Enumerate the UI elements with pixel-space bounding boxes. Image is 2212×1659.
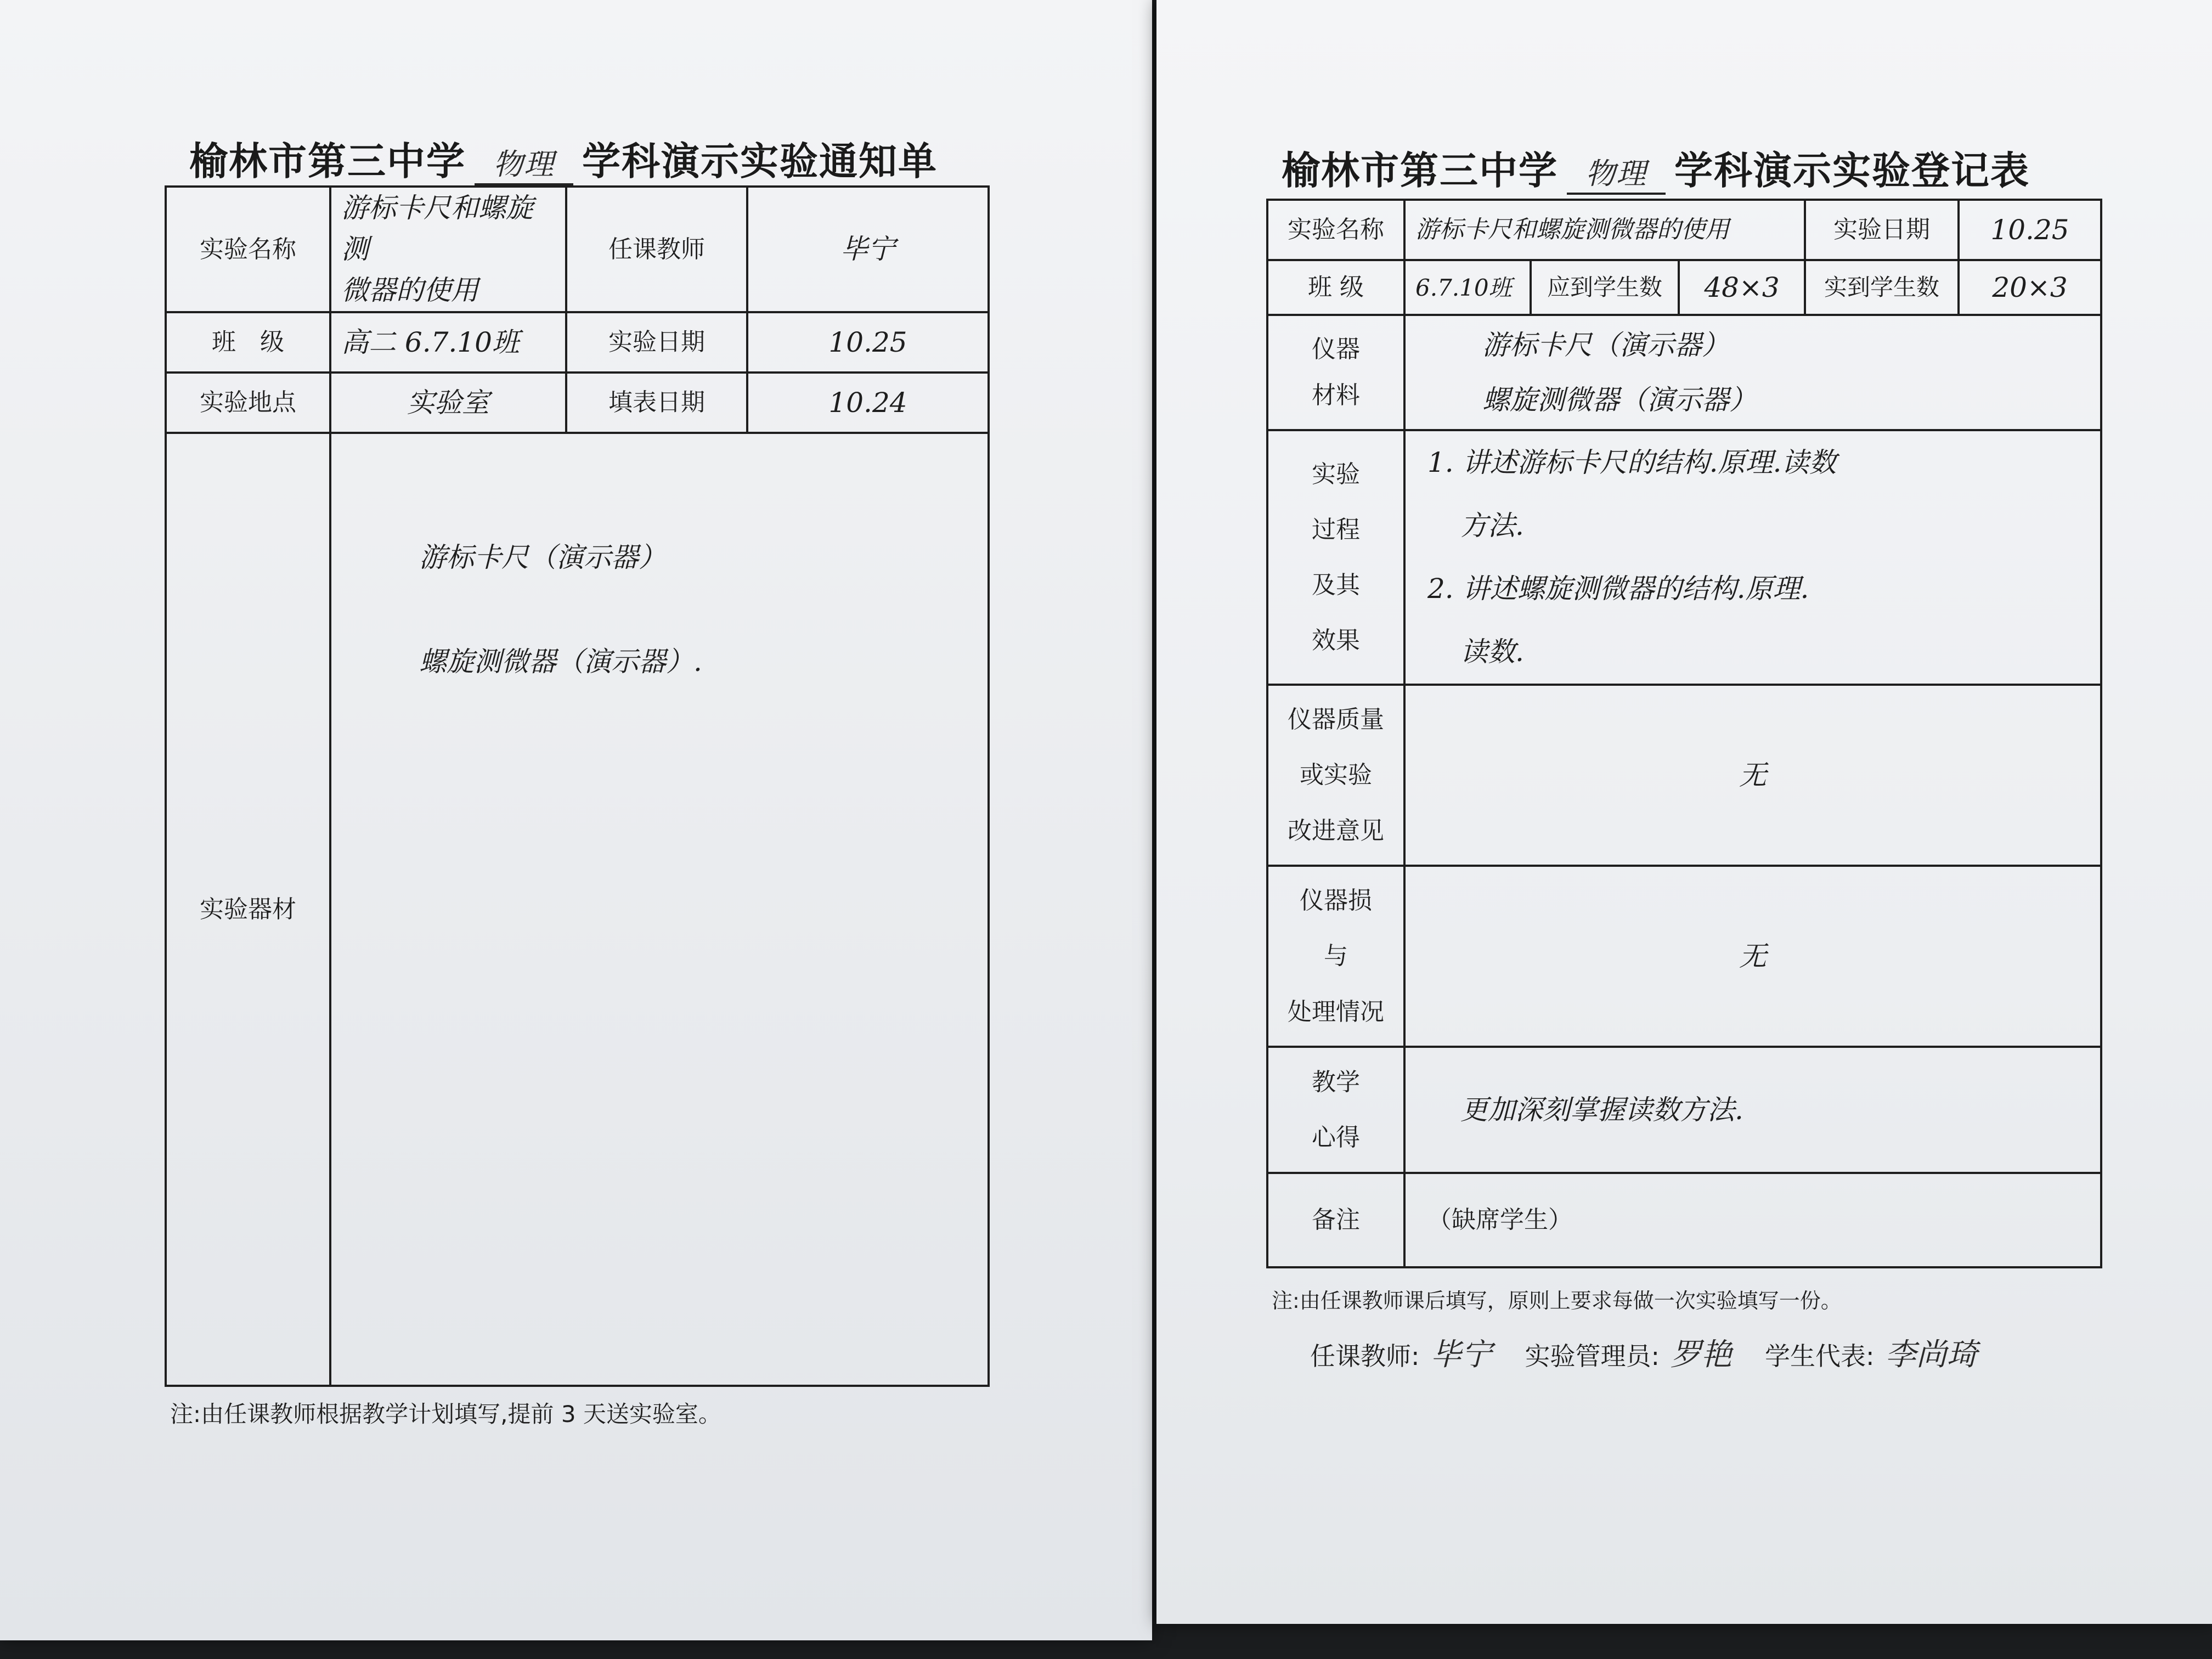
value-location: 实验室 (330, 373, 566, 433)
label-process (1267, 430, 1404, 685)
value-experiment-name (330, 187, 566, 312)
label-quality-line1: 仪器质量 (1288, 706, 1384, 734)
label-register-experiment-date: 实验日期 (1805, 200, 1959, 260)
value-reflection: 更加深刻掌握读数方法. (1404, 1047, 2101, 1173)
label-actual-students: 实到学生数 (1805, 260, 1959, 315)
label-damage-line2: 与 (1324, 942, 1348, 970)
label-equipment: 实验器材 (166, 433, 330, 1386)
notice-title-prefix: 榆林市第三中学 (189, 139, 466, 184)
experiment-name-line2: 微器的使用 (341, 274, 478, 306)
value-teacher: 毕宁 (747, 187, 989, 312)
label-instruments-line2: 材料 (1312, 381, 1360, 409)
label-damage-line1: 仪器损 (1300, 887, 1372, 915)
notice-title-suffix: 学科演示实验通知单 (582, 139, 938, 184)
student-rep-signature: 李尚琦 (1885, 1337, 1978, 1373)
label-damage-line3: 处理情况 (1288, 997, 1384, 1026)
signature-row (1310, 1330, 1978, 1374)
register-form-table (1266, 199, 2102, 1268)
label-reflection-line2: 心得 (1312, 1124, 1360, 1152)
value-register-class: 6.7.10班 (1404, 260, 1531, 315)
teacher-signature-label: 任课教师: (1310, 1341, 1420, 1371)
equipment-line1: 游标卡尺（演示器） (419, 541, 666, 573)
value-register-experiment-name: 游标卡尺和螺旋测微器的使用 (1404, 200, 1805, 260)
value-quality: 无 (1404, 685, 2101, 866)
instruments-line2: 螺旋测微器（演示器） (1482, 384, 1757, 416)
value-fill-date: 10.24 (747, 373, 989, 433)
experiment-name-line1: 游标卡尺和螺旋测 (341, 192, 533, 265)
label-process-line3: 及其 (1312, 571, 1360, 599)
label-register-class: 班 级 (1267, 260, 1404, 315)
label-process-line2: 过程 (1312, 515, 1360, 544)
label-instruments-line1: 仪器 (1312, 335, 1360, 364)
process-line1: 1. 讲述游标卡尺的结构.原理.读数 (1427, 447, 1837, 478)
label-reflection-line1: 教学 (1312, 1068, 1360, 1096)
label-experiment-name: 实验名称 (166, 187, 330, 312)
label-quality (1267, 685, 1404, 866)
value-experiment-date: 10.25 (747, 312, 989, 373)
process-line2: 方法. (1460, 510, 1524, 541)
register-title-prefix: 榆林市第三中学 (1282, 148, 1558, 193)
label-quality-line3: 改进意见 (1288, 816, 1384, 845)
equipment-line2: 螺旋测微器（演示器）. (419, 646, 702, 678)
manager-signature-label: 实验管理员: (1525, 1341, 1660, 1371)
label-damage (1267, 866, 1404, 1047)
label-instruments (1267, 315, 1404, 430)
value-process (1404, 430, 2101, 685)
process-line4: 读数. (1460, 636, 1524, 668)
label-class: 班 级 (166, 312, 330, 373)
notice-title (189, 131, 938, 186)
label-experiment-date: 实验日期 (566, 312, 747, 373)
label-teacher: 任课教师 (566, 187, 747, 312)
register-sheet (1156, 0, 2212, 1624)
instruments-line1: 游标卡尺（演示器） (1482, 329, 1729, 361)
register-title-subject: 物理 (1567, 150, 1666, 195)
label-process-line1: 实验 (1312, 460, 1360, 488)
process-line3: 2. 讲述螺旋测微器的结构.原理. (1427, 573, 1809, 605)
value-expected-students: 48×3 (1679, 260, 1805, 315)
notice-title-subject: 物理 (475, 141, 573, 185)
notice-footnote: 注:由任课教师根据教学计划填写,提前 3 天送实验室。 (170, 1401, 721, 1427)
value-class: 高二 6.7.10班 (330, 312, 566, 373)
register-footnote: 注:由任课教师课后填写，原则上要求每做一次实验填写一份。 (1272, 1289, 1842, 1313)
manager-signature: 罗艳 (1671, 1337, 1732, 1373)
value-actual-students: 20×3 (1959, 260, 2101, 315)
register-title-suffix: 学科演示实验登记表 (1674, 148, 2030, 193)
notice-form-table (165, 185, 990, 1387)
label-register-experiment-name: 实验名称 (1267, 200, 1404, 260)
value-remarks: （缺席学生） (1404, 1173, 2101, 1267)
value-register-experiment-date: 10.25 (1959, 200, 2101, 260)
label-expected-students: 应到学生数 (1531, 260, 1679, 315)
label-reflection (1267, 1047, 1404, 1173)
value-equipment (330, 433, 989, 1386)
label-remarks: 备注 (1267, 1173, 1404, 1267)
label-quality-line2: 或实验 (1300, 761, 1372, 789)
label-fill-date: 填表日期 (566, 373, 747, 433)
teacher-signature: 毕宁 (1430, 1337, 1492, 1373)
label-location: 实验地点 (166, 373, 330, 433)
student-rep-label: 学生代表: (1765, 1341, 1875, 1371)
value-damage: 无 (1404, 866, 2101, 1047)
label-process-line4: 效果 (1312, 627, 1360, 655)
value-instruments (1404, 315, 2101, 430)
register-title (1282, 140, 2030, 195)
